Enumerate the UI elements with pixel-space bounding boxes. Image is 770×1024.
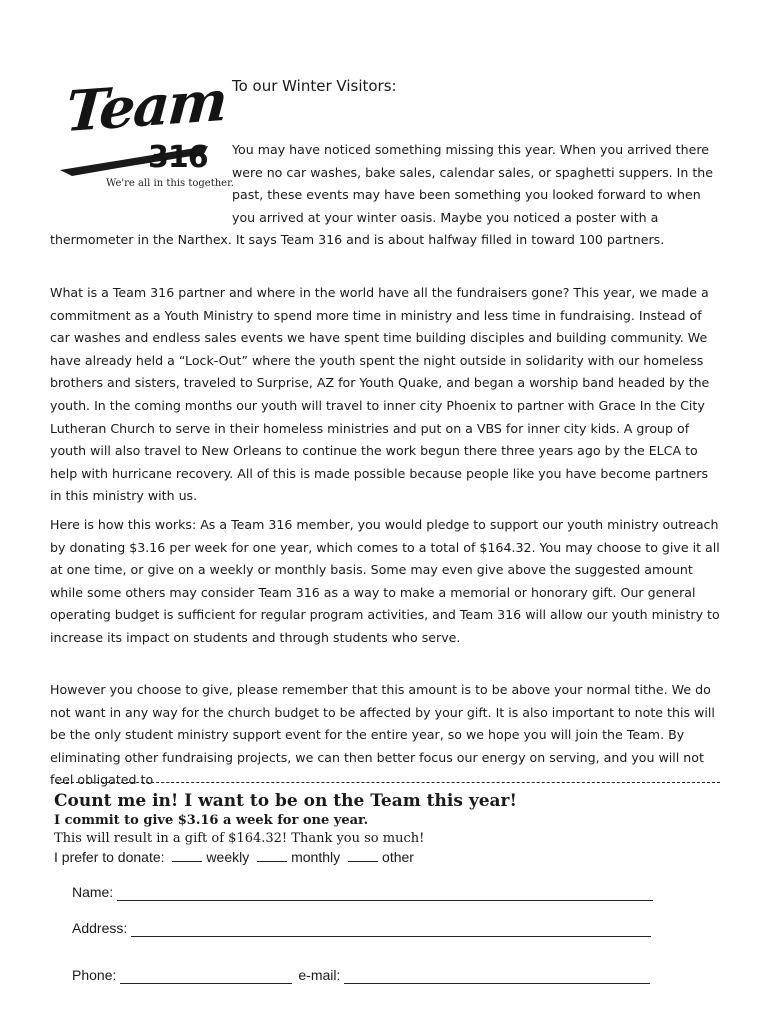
email-field[interactable] <box>344 969 650 984</box>
contact-row <box>72 966 650 984</box>
letter-greeting: To our Winter Visitors: <box>232 77 397 95</box>
name-row <box>72 883 653 901</box>
other-blank[interactable] <box>348 848 378 862</box>
logo-number: 316 <box>148 140 208 175</box>
option-monthly: monthly <box>291 849 341 865</box>
logo-word: Team <box>63 68 229 145</box>
address-row <box>72 919 651 937</box>
pledge-title: Count me in! I want to be on the Team this year! <box>54 791 517 811</box>
pledge-commitment: I commit to give $3.16 a week for one year. <box>54 813 369 828</box>
cut-line-divider <box>56 768 720 783</box>
phone-label: Phone: <box>72 967 117 983</box>
logo-tagline: We're all in this together. <box>106 178 234 189</box>
donation-frequency-row <box>54 848 414 866</box>
monthly-blank[interactable] <box>257 848 287 862</box>
name-label: Name: <box>72 884 114 900</box>
email-label: e-mail: <box>298 967 341 983</box>
phone-field[interactable] <box>120 969 292 984</box>
weekly-blank[interactable] <box>172 848 202 862</box>
paragraph-text: You may have noticed something missing this year. When you arrived there were no car washes, bake sales, calendar sales, or spaghetti suppers. In the past, these events may have been something you looked forward to when you arrived at your winter oasis. Maybe you noticed a poster with a thermometer in the Narthex. It says Team 316 and is about halfway filled in toward 100 partners. <box>50 142 713 248</box>
option-weekly: weekly <box>206 849 250 865</box>
name-field[interactable] <box>117 886 653 901</box>
address-label: Address: <box>72 920 128 936</box>
prefer-label: I prefer to donate: <box>54 849 165 865</box>
letter-paragraph-3: Here is how this works: As a Team 316 member, you would pledge to support our youth ministry outreach by donating $3.16 per week for one year, which comes to a total of $164.32. You may choose to give it all at one time, or give on a weekly or monthly basis. Some may even give above the suggested amount while some others may consider Team 316 as a way to make a memorial or honorary gift. Our general operating budget is sufficient for regular program activities, and Team 316 will allow our youth ministry to increase its impact on students and through students who serve. <box>50 517 720 645</box>
letter-paragraph-4: However you choose to give, please remember that this amount is to be above your normal tithe. We do not want in any way for the church budget to be affected by your gift. It is also important to note this will be the only student ministry support event for the entire year, so we hope you will join the Team. By eliminating other fundraising projects, we can then better focus our energy on serving, and you will not feel obligated to <box>50 682 715 788</box>
pledge-result: This will result in a gift of $164.32! Thank you so much! <box>54 831 425 846</box>
option-other: other <box>382 849 414 865</box>
letter-paragraph-2: What is a Team 316 partner and where in the world have all the fundraisers gone? This year, we made a commitment as a Youth Ministry to spend more time in ministry and less time in fundraising. Instead of car washes and endless sales events we have spent time building disciples and building community. We have already held a “Lock-Out” where the youth spent the night outside in solidarity with our homeless brothers and sisters, traveled to Surprise, AZ for Youth Quake, and began a worship band headed by the youth. In the coming months our youth will travel to inner city Phoenix to partner with Grace In the City Lutheran Church to serve in their homeless ministries and put on a VBS for inner city kids. A group of youth will also travel to New Orleans to continue the work begun there three years ago by the ELCA to help with hurricane recovery. All of this is made possible because people like you have become partners in this ministry with us. <box>50 285 710 504</box>
letter-paragraph-1 <box>50 139 714 252</box>
address-field[interactable] <box>131 922 651 937</box>
